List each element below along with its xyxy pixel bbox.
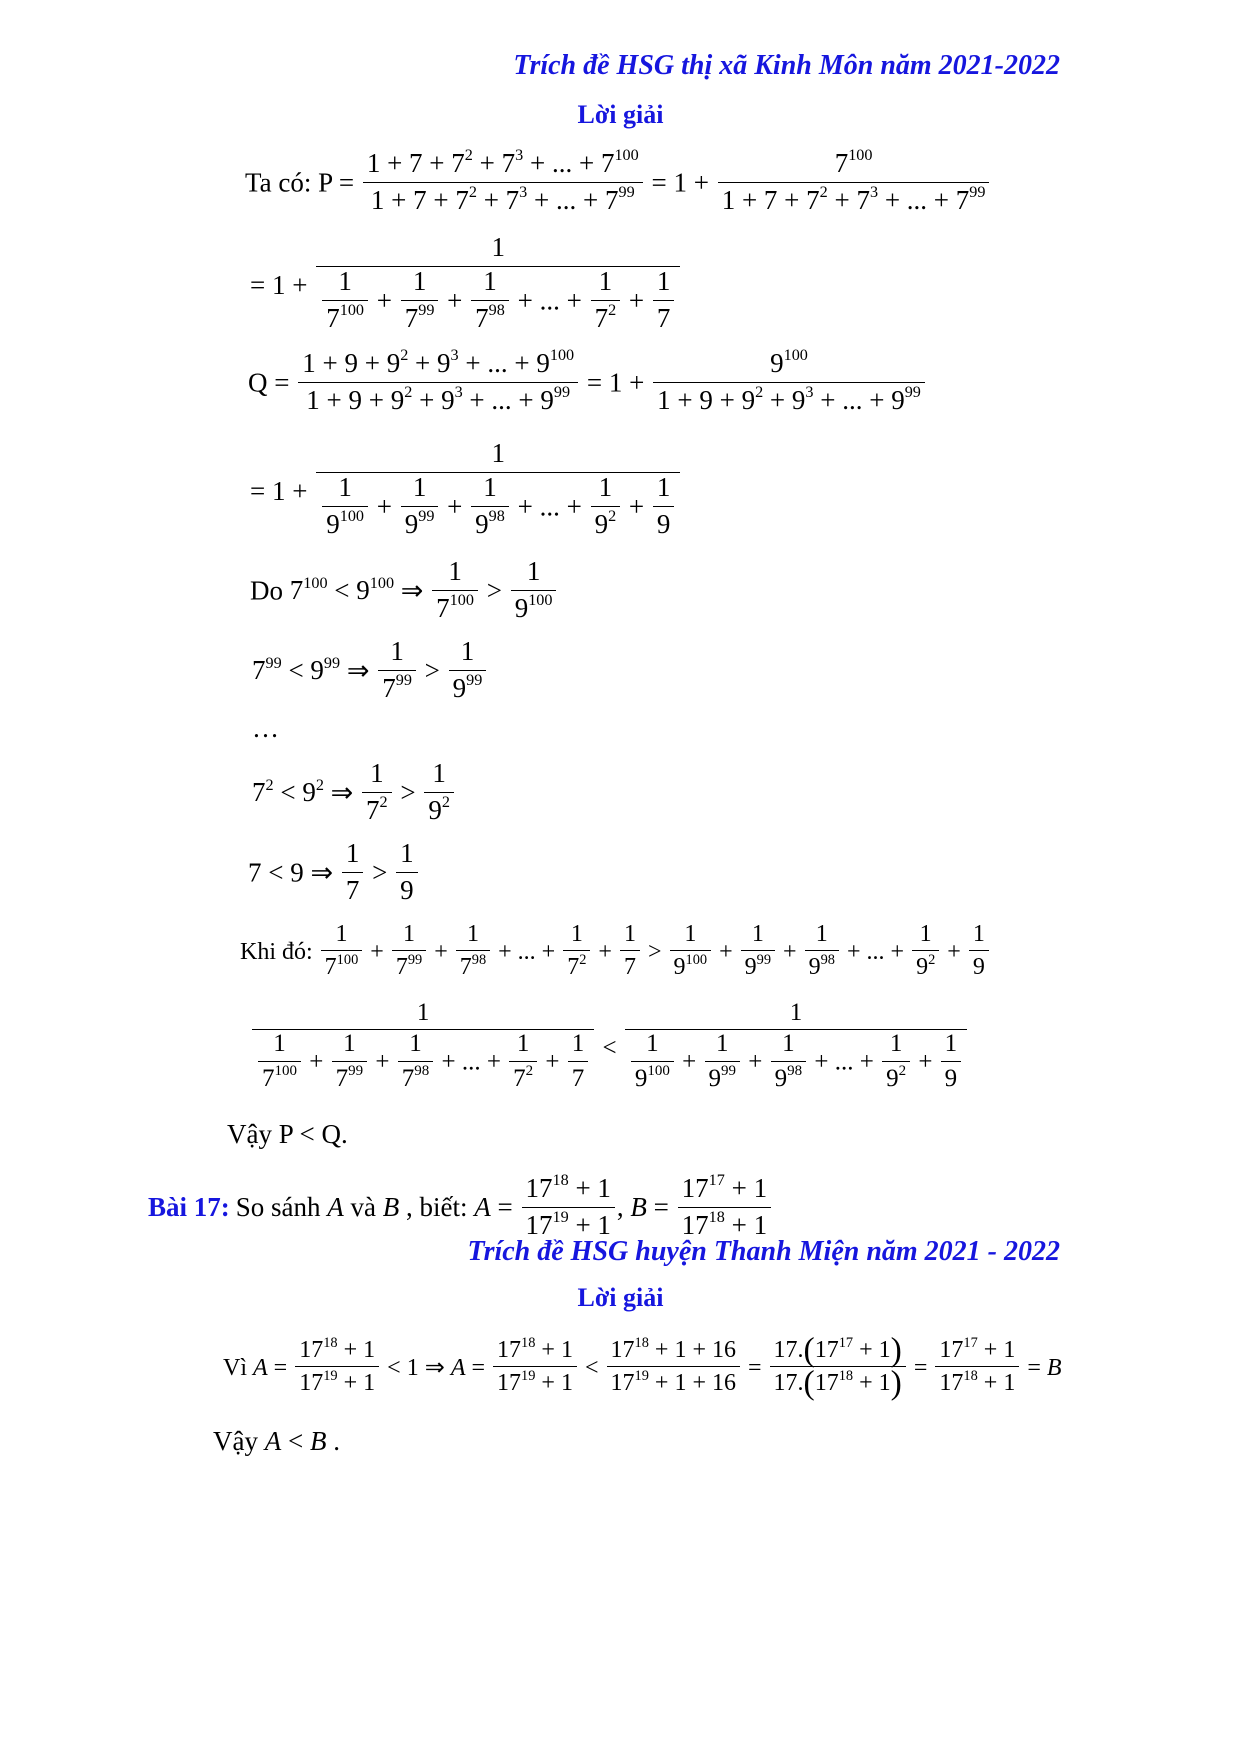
eq-compare-base: 7 < 9 ⇒ $\frac{1}{7}$ > $\frac{1}{9}$ — [248, 840, 420, 911]
eq-compare-power-100: Do $7^{100} < 9^{100}$ ⇒ $\frac{1}{7^{100}}$ > $\frac{1}{9^{100}}$ — [250, 558, 558, 629]
eq-p-definition: Ta có: P = $\frac{1 + 7 + 7^2 + 7^3 + ... + 7^{100}}{1 + 7 + 7^2 + 7^3 + ... + 7^{99}}$ = 1 + $\frac{7^{100}}{1 + 7 + 7^2 + 7^3 + ... + 7^{99}}$ — [245, 150, 991, 221]
problem-17-text: So sánh A và B , biết: A = $\frac{17^{18} + 1}{17^{19} + 1}$ , B = $\frac{17^{17} + 1}{17^{18} + 1}$ — [236, 1192, 773, 1222]
ellipsis-line: … — [252, 713, 279, 743]
problem-17-label: Bài 17: — [148, 1192, 230, 1223]
solution-heading-1: Lời giải — [577, 100, 664, 129]
eq-q-definition: Q = $\frac{1 + 9 + 9^2 + 9^3 + ... + 9^{100}}{1 + 9 + 9^2 + 9^3 + ... + 9^{99}}$ = 1 + $\frac{9^{100}}{1 + 9 + 9^2 + 9^3 + ... + 9^{99}}$ — [248, 350, 927, 421]
solution-heading-2: Lời giải — [577, 1283, 664, 1312]
conclusion-p-less-q: Vậy P < Q. — [227, 1119, 348, 1149]
problem-17-statement — [148, 1171, 773, 1246]
eq-compare-power-99: $7^{99} < 9^{99}$ ⇒ $\frac{1}{7^{99}}$ > $\frac{1}{9^{99}}$ — [252, 638, 488, 709]
eq-p-reciprocal-form: = 1 + 1 $\frac{1}{7^{100}}$ + $\frac{1}{7^{99}}$ + $\frac{1}{7^{98}}$ + ... + $\frac{1}{7^2}$ + $\frac{1}{7}$ — [250, 234, 682, 341]
eq-sum-comparison: Khi đó: $\frac{1}{7^{100}}$ + $\frac{1}{7^{99}}$ + $\frac{1}{7^{98}}$ + ... + $\frac{1}{7^2}$ + $\frac{1}{7}$ > $\frac{1}{9^{100}}$ + $\frac{1}{9^{99}}$ + $\frac{1}{9^{98}}$ + ... + $\frac{1}{9^2}$ + $\frac{1}{9}$ — [240, 922, 991, 985]
source-header-thanh-mien: Trích đề HSG huyện Thanh Miện năm 2021 - 2022 — [467, 1236, 1060, 1267]
eq-big-fraction-comparison: 1 $\frac{1}{7^{100}}$ + $\frac{1}{7^{99}}$ + $\frac{1}{7^{98}}$ + ... + $\frac{1}{7^2}$ + $\frac{1}{7}$ < 1 $\frac{1}{9^{100}}$ + $\frac{1}{9^{99}}$ + $\frac{1}{9^{98}}$ + ... + $\frac{1}{9^2}$ + $\frac{1}{9}$ — [250, 1000, 969, 1100]
conclusion-a-less-b: Vậy A < B . — [213, 1426, 340, 1456]
eq-q-reciprocal-form: = 1 + 1 $\frac{1}{9^{100}}$ + $\frac{1}{9^{99}}$ + $\frac{1}{9^{98}}$ + ... + $\frac{1}{9^2}$ + $\frac{1}{9}$ — [250, 440, 682, 547]
source-header-kinh-mon: Trích đề HSG thị xã Kinh Môn năm 2021-2022 — [513, 50, 1060, 81]
eq-a-b-derivation: Vì A = $\frac{17^{18} + 1}{17^{19} + 1}$ < 1 ⇒ A = $\frac{17^{18} + 1}{17^{19} + 1}$ < $\frac{17^{18} + 1 + 16}{17^{19} + 1 + 16}$ = $\frac{17.(17^{17} + 1)}{17.(17^{18} + 1)}$ = $\frac{17^{17} + 1}{17^{18} + 1}$ = B — [223, 1331, 1062, 1402]
eq-compare-power-2: $7^2 < 9^2$ ⇒ $\frac{1}{7^2}$ > $\frac{1}{9^2}$ — [252, 760, 456, 831]
